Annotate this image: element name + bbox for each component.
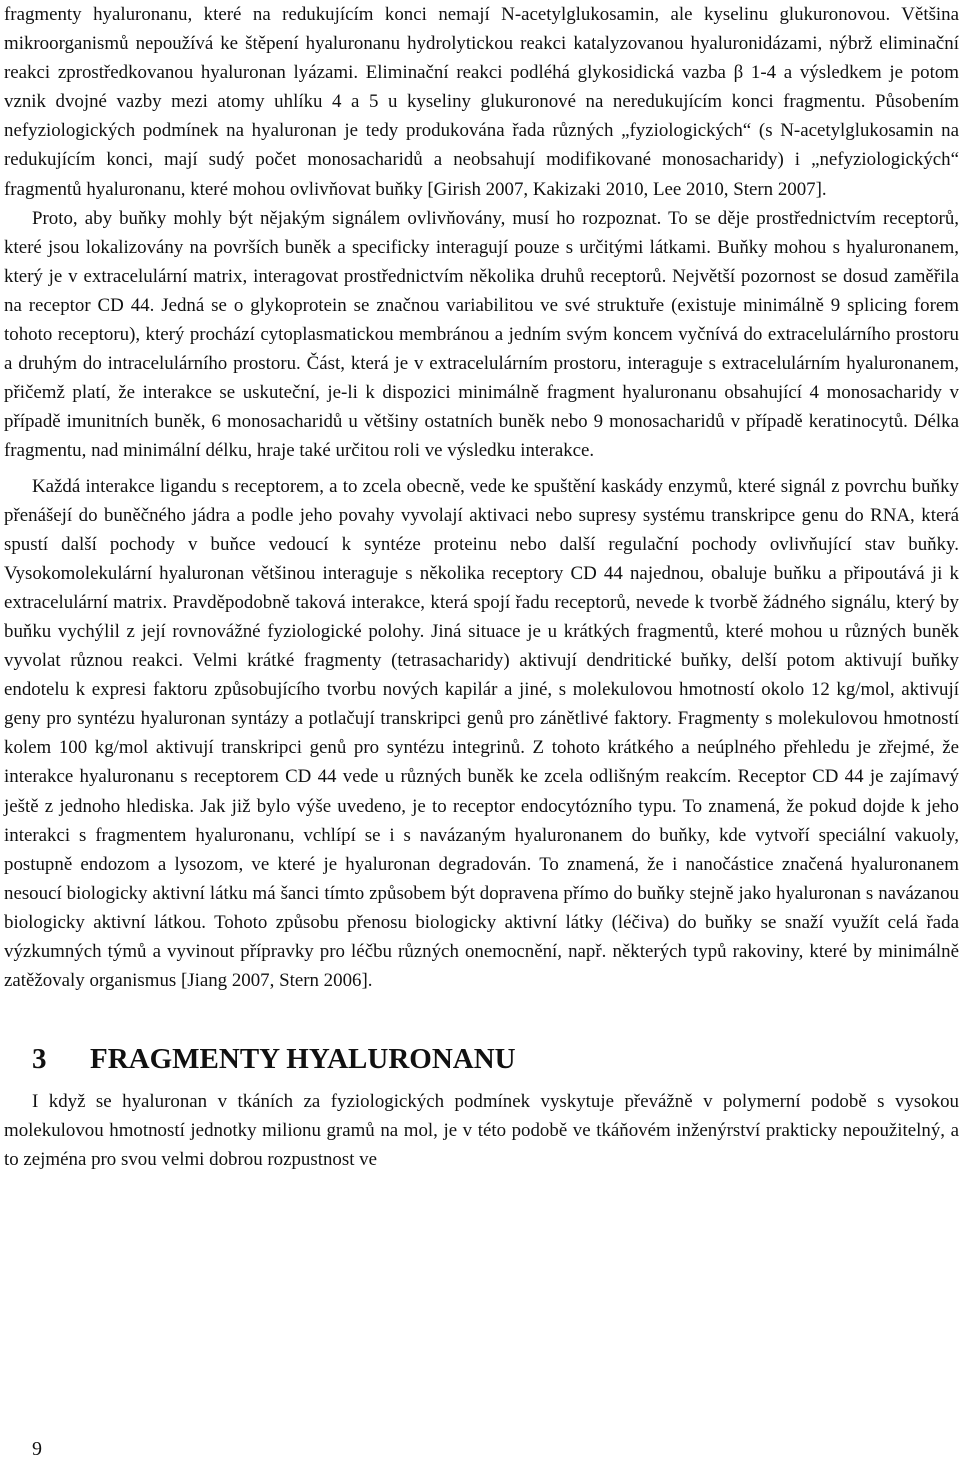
paragraph-ligand-interaction: Každá interakce ligandu s receptorem, a to zcela obecně, vede ke spuštění kaskády enzymů, které signál z povrchu buňky přenášejí do buněčného jádra a podle jeho povahy vyvolají aktivaci nebo supresy systému transkripce genu do RNA, která spustí další pochody v buňce vedoucí k syntéze proteinu nebo další regulační pochody ovlivňující stav buňky. Vysokomolekulární hyaluronan většinou interaguje s několika receptory CD 44 najednou, obaluje buňku a připoutává ji k extracelulární matrix. Pravděpodobně taková interakce, která spojí řadu receptorů, nevede k tvorbě žádného signálu, který by buňku vychýlil z její rovnovážné fyziologické polohy. Jiná situace je u krátkých fragmentů, které mohou u různých buněk vyvolat různou reakci. Velmi krátké fragmenty (tetrasacharidy) aktivují dendritické buňky, delší potom aktivují buňky endotelu k expresi faktoru způsobujícího tvorbu nových kapilár a jiné, s molekulovou hmotností okolo 12 kg/mol, aktivují geny pro syntézu hyaluronan syntázy a potlačují transkripci genů pro zánětlivé faktory. Fragmenty s molekulovou hmotností kolem 100 kg/mol aktivují transkripci genů pro syntézu integrinů. Z tohoto krátkého a neúplného přehledu je zřejmé, že interakce hyaluronanu s receptorem CD 44 vede u různých buněk ke zcela odlišným reakcím. Receptor CD 44 je zajímavý ještě z jednoho hlediska. Jak již bylo výše uvedeno, je to receptor endocytózního typu. To znamená, že pokud dojde k jeho interakci s fragmentem hyaluronanu, vchlípí se i s navázaným hyaluronanem do buňky, kde vytvoří speciální vakuoly, postupně endozom a lysozom, ve které je hyaluronan degradován. To znamená, že i nanočástice značená hyaluronanem nesoucí biologicky aktivní látku má šanci tímto způsobem být dopravena přímo do buňky stejně jako hyaluronan s navázanou biologicky aktivní látkou. Tohoto způsobu přenosu biologicky aktivní látky (léčiva) do buňky se snaží využít celá řada výzkumných týmů a vyvinout přípravky pro léčbu různých onemocnění, např. některých typů rakoviny, které by minimálně zatěžovaly organismus [Jiang 2007, Stern 2006]. bbox=[4, 475, 959, 992]
paragraph-fragments-intro: I když se hyaluronan v tkáních za fyziologických podmínek vyskytuje převážně v polymerní podobě s vysokou molekulovou hmotností jednotky milionu gramů na mol, je v této podobě ve tkáňovém inženýrství prakticky nepoužitelný, a to zejména pro svou velmi dobrou rozpustnost ve bbox=[4, 1091, 959, 1171]
section-heading bbox=[4, 1031, 959, 1087]
section-title: FRAGMENTY HYALURONANU bbox=[90, 1043, 516, 1076]
page-number: 9 bbox=[32, 1438, 42, 1460]
paragraph-hyaluronan-degradation: fragmenty hyaluronanu, které na redukujícím konci nemají N-acetylglukosamin, ale kyselinu glukuronovou. Většina mikroorganismů nepoužívá ke štěpení hyaluronanu hydrolytickou reakci katalyzovanou hyaluronidázami, nýbrž eliminační reakci zprostředkovanou hyaluronan lyázami. Eliminační reakci podléhá glykosidická vazba β 1-4 a výsledkem je potom vznik dvojné vazby mezi atomy uhlíku 4 a 5 u kyseliny glukuronové na neredukujícím konci fragmentu. Působením nefyziologických podmínek na hyaluronan je tedy produkována řada různých „fyziologických“ (s N-acetylglukosamin na redukujícím konci, mají sudý počet monosacharidů a neobsahují modifikované monosacharidy) i „nefyziologických“ fragmentů hyaluronanu, které mohou ovlivňovat buňky [Girish 2007, Kakizaki 2010, Lee 2010, Stern 2007]. bbox=[4, 4, 959, 200]
document-page bbox=[4, 0, 959, 1174]
section-number: 3 bbox=[32, 1043, 47, 1076]
paragraph-receptors: Proto, aby buňky mohly být nějakým signálem ovlivňovány, musí ho rozpoznat. To se děje prostřednictvím receptorů, které jsou lokalizovány na površích buněk a specificky interagují pouze s určitými látkami. Buňky mohou s hyaluronanem, který je v extracelulární matrix, interagovat prostřednictvím několika druhů receptorů. Největší pozornost se dosud zaměřila na receptor CD 44. Jedná se o glykoprotein se značnou variabilitou ve své struktuře (existuje minimálně 9 splicing forem tohoto receptoru), který prochází cytoplasmatickou membránou a jedním svým koncem vyčnívá do extracelulárního prostoru a druhým do intracelulárního prostoru. Část, která je v extracelulárním prostoru, interaguje s extracelulárním hyaluronanem, přičemž platí, že interakce se uskuteční, je-li k dispozici minimálně fragment hyaluronanu obsahující 4 monosacharidy v případě imunitních buněk, 6 monosacharidů u většiny ostatních buněk nebo 9 monosacharidů v případě keratinocytů. Délka fragmentu, nad minimální délku, hraje také určitou roli ve výsledku interakce. bbox=[4, 207, 959, 462]
